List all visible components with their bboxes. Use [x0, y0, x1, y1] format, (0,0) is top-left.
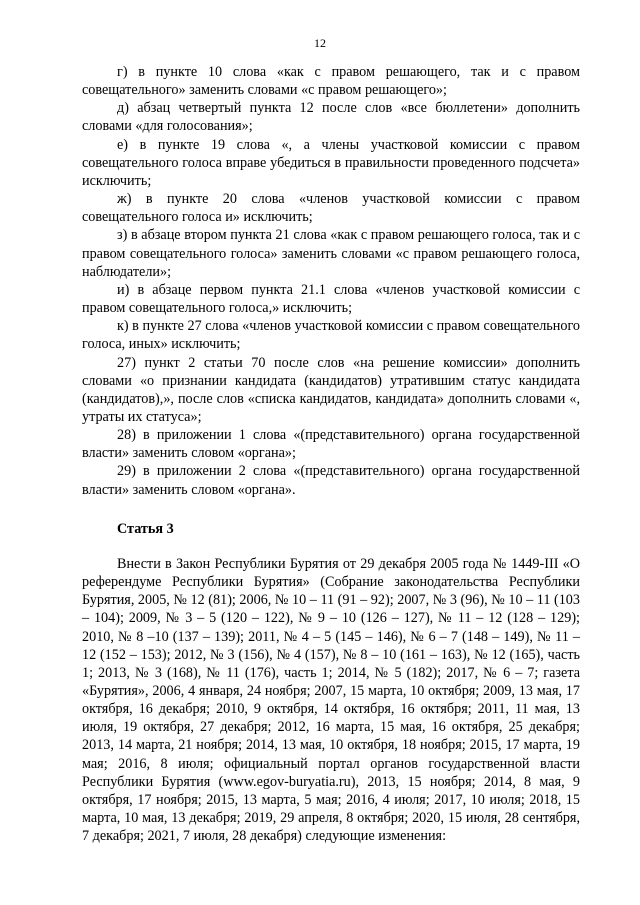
article-3-body: Внести в Закон Республики Бурятия от 29 декабря 2005 года № 1449-III «О референдуме Республики Бурятия» (Собрание законодательства Республики Бурятия, 2005, № 12 (81); 2006, № 10 – 11 (91 – 92); 2007, № 3 (96), № 10 – 11 (103 – 104); 2009, № 3 – 5 (120 – 122), № 9 – 10 (126 – 127), № 11 – 12 (128 – 129); 2010, № 8 –10 (137 – 139); 2011, № 4 – 5 (145 – 146), № 6 – 7 (148 – 149), № 11 – 12 (152 – 153); 2012, № 3 (156), № 4 (157), № 8 – 10 (161 – 163), № 12 (165), часть 1; 2013, № 3 (168), № 11 (176), часть 1; 2014, № 5 (182); 2017, № 6 – 7; газета «Бурятия», 2006, 4 января, 24 ноября; 2007, 15 марта, 10 октября; 2009, 13 мая, 17 октября, 16 декабря; 2010, 9 октября, 14 октября, 16 октября; 2011, 11 мая, 13 июля, 19 октября, 27 декабря; 2012, 16 марта, 15 мая, 16 октября, 25 декабря; 2013, 14 марта, 21 ноября; 2014, 13 мая, 10 октября, 18 ноября; 2015, 17 марта, 19 мая; 2016, 8 июля; официальный портал органов государственной власти Республики Бурятия (www.egov-buryatia.ru), 2013, 15 ноября; 2014, 8 мая, 9 октября, 17 ноября; 2015, 13 марта, 5 мая; 2016, 4 июля; 2017, 10 июля; 2018, 15 марта, 10 мая, 13 декабря; 2019, 29 апреля, 8 октября; 2020, 15 июля, 28 сентября, 7 декабря; 2021, 7 июля, 28 декабря) следующие изменения: — [82, 555, 580, 845]
amendment-item-e: е) в пункте 19 слова «, а члены участковой комиссии с правом совещательного голоса вправе убедиться в правильности проведенного подсчета» исключить; — [82, 136, 580, 189]
document-body — [82, 63, 580, 845]
amendment-item-28: 28) в приложении 1 слова «(представительного) органа государственной власти» заменить словом «органа»; — [82, 427, 580, 462]
heading-spacer — [82, 538, 580, 555]
amendment-item-29: 29) в приложении 2 слова «(представительного) органа государственной власти» заменить словом «органа». — [82, 463, 580, 498]
article-heading: Статья 3 — [117, 520, 174, 537]
page-number: 12 — [314, 36, 326, 50]
amendment-item-k: к) в пункте 27 слова «членов участковой комиссии с правом совещательного голоса, иных» исключить; — [82, 318, 580, 353]
amendment-item-27: 27) пункт 2 статьи 70 после слов «на решение комиссии» дополнить словами «о признании кандидата (кандидатов) утратившим статус кандидата (кандидатов),», после слов «списка кандидатов, кандидата» дополнить словами «, утраты их статуса»; — [82, 354, 580, 425]
section-spacer — [82, 499, 580, 520]
amendment-item-i: и) в абзаце первом пункта 21.1 слова «членов участковой комиссии с правом совещательного голоса,» исключить; — [82, 281, 580, 317]
amendment-item-z: з) в абзаце втором пункта 21 слова «как с правом решающего голоса, так и с правом совещательного голоса» заменить словами «с правом решающего голоса, наблюдатели»; — [82, 227, 580, 280]
amendment-item-zh: ж) в пункте 20 слова «членов участковой комиссии с правом совещательного голоса и» исключить; — [82, 191, 580, 226]
amendment-item-d: д) абзац четвертый пункта 12 после слов «все бюллетени» дополнить словами «для голосования»; — [82, 100, 580, 135]
amendment-item-g: г) в пункте 10 слова «как с правом решающего, так и с правом совещательного» заменить словами «с правом решающего»; — [82, 64, 580, 99]
